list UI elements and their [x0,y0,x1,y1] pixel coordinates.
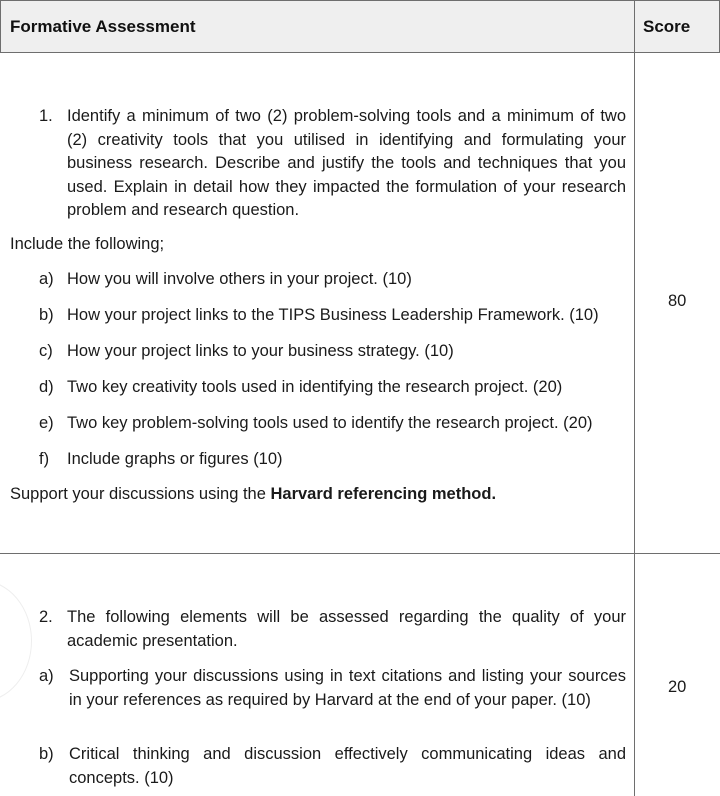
list-item-label: b) [39,306,54,324]
support-note-prefix: Support your discussions using the [10,485,271,503]
list-item-label: a) [39,270,54,288]
list-item-label: b) [39,745,54,763]
header-assessment: Formative Assessment [10,17,196,36]
list-item: Supporting your discussions using in text citations and listing your sources in your references as required by Harvard at the end of your paper. (10) [69,667,626,709]
question-1-text: Identify a minimum of two (2) problem-solving tools and a minimum of two (2) creativity tools that you utilised in identifying and formulating your business research. Describe and justify the tools and techniques that you used. Explain in detail how they impacted the formulation of your research problem and research question. [67,107,626,219]
list-item: Include graphs or figures (10) [67,450,283,468]
list-item-label: e) [39,414,54,432]
list-item-label: d) [39,378,54,396]
list-item-label: a) [39,667,54,685]
decorative-circle [0,580,32,702]
border-left-header [0,0,1,52]
column-divider [634,0,635,796]
list-item-label: f) [39,450,50,468]
border-left-stub [0,553,1,554]
question-1-number: 1. [39,107,53,125]
list-item: Critical thinking and discussion effectively communicating ideas and concepts. (10) [69,745,626,787]
score-row-1: 80 [668,292,687,310]
header-score: Score [643,17,691,36]
header-divider [0,52,720,53]
question-2-number: 2. [39,608,53,626]
list-item: How your project links to the TIPS Business Leadership Framework. (10) [67,306,599,324]
score-row-2: 20 [668,678,687,696]
include-label: Include the following; [10,235,165,253]
list-item: How you will involve others in your project. (10) [67,270,412,288]
list-item: Two key creativity tools used in identifying the research project. (20) [67,378,563,396]
list-item: How your project links to your business strategy. (10) [67,342,454,360]
support-note [10,483,496,507]
list-item: Two key problem-solving tools used to identify the research project. (20) [67,414,593,432]
support-note-emphasis: Harvard referencing method. [270,485,497,503]
border-top [0,0,720,1]
list-item-label: c) [39,342,53,360]
row-divider [0,553,720,554]
question-2-text: The following elements will be assessed regarding the quality of your academic presentation. [67,608,626,650]
